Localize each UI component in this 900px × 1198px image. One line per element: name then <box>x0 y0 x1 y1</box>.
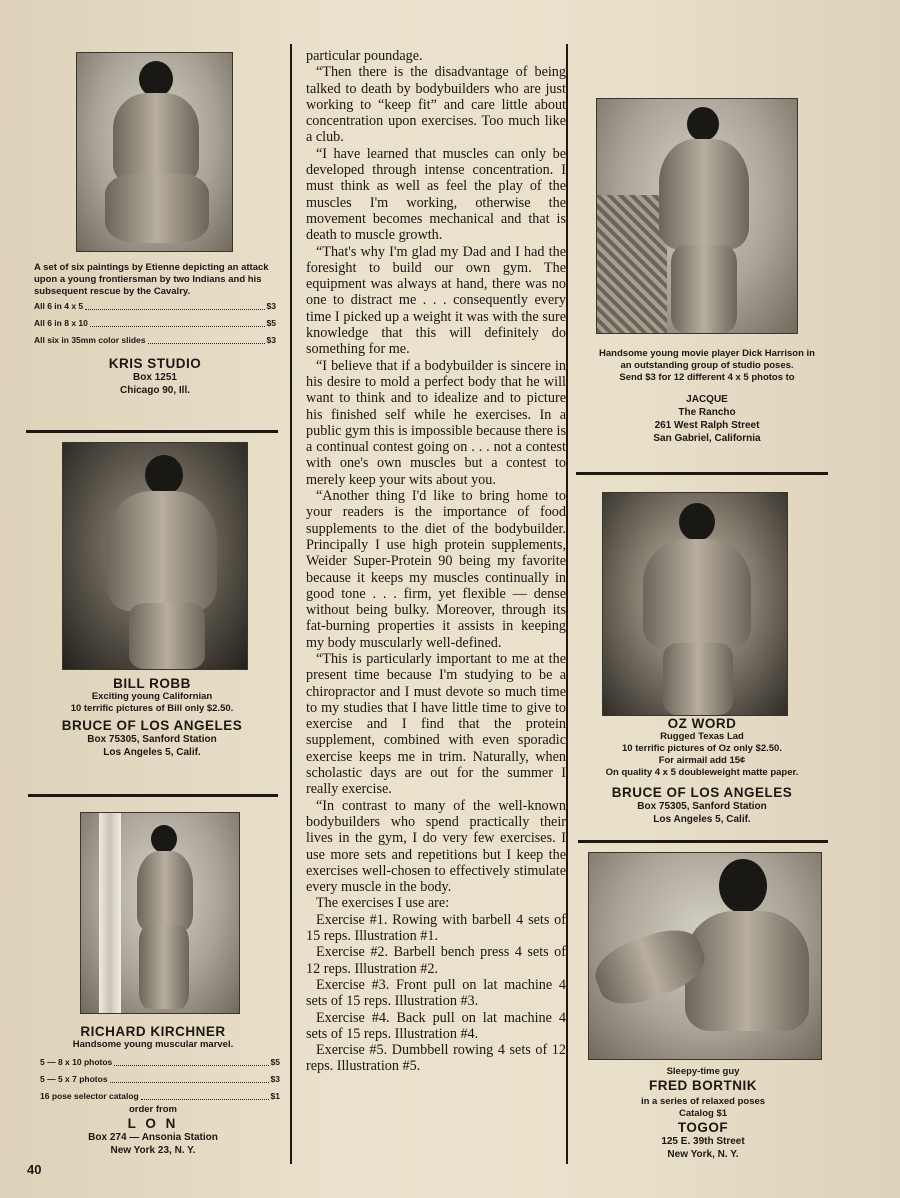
article-paragraph: Exercise #4. Back pull on lat machine 4 sets of 15 reps. Illustration #4. <box>306 1009 566 1042</box>
divider-rule <box>28 794 278 797</box>
model-name: OZ WORD <box>667 716 737 731</box>
fred-caption <box>578 1066 828 1161</box>
studio-address-line: Box 75305, Sanford Station <box>87 734 217 745</box>
order-from-text: order from <box>128 1104 178 1115</box>
article-text <box>306 48 566 1075</box>
article-paragraph: particular poundage. <box>306 48 423 64</box>
series-text: in a series of relaxed poses <box>640 1096 766 1107</box>
studio-address-line: San Gabriel, California <box>653 433 761 444</box>
kris-painting-photo <box>76 52 233 252</box>
studio-address-line: Box 1251 <box>133 372 177 383</box>
price-row: 5 — 8 x 10 photos $5 <box>40 1054 280 1071</box>
studio-address-line: The Rancho <box>678 407 736 418</box>
oz-word-photo <box>602 492 788 716</box>
oz-word-caption <box>576 716 828 826</box>
studio-name: TOGOF <box>677 1120 729 1135</box>
catalog-text: Catalog $1 <box>678 1108 728 1119</box>
bill-robb-caption <box>26 676 278 759</box>
model-name: FRED BORTNIK <box>649 1078 757 1093</box>
model-tagline: Exciting young Californian <box>91 691 213 702</box>
wicker-chair <box>597 195 667 333</box>
dick-harrison-photo <box>596 98 798 334</box>
article-paragraph: “In contrast to many of the well-known bodybuilders who spend practically their lives in the gym, I do very few exercises. I use more sets and repetitions but I keep the exercises well-chosen to effectively stimulate every muscle in the body. <box>306 797 566 896</box>
studio-name: BRUCE OF LOS ANGELES <box>611 785 793 800</box>
description-line: an outstanding group of studio poses. <box>620 360 794 371</box>
kris-description: A set of six paintings by Etienne depicting an attack upon a young frontiersman by two Indians and his subsequent rescue by the Cavalry. <box>34 262 269 297</box>
model-tagline: Rugged Texas Lad <box>660 731 744 742</box>
price-row: All 6 in 4 x 5 $3 <box>34 298 276 315</box>
kris-price-list <box>34 298 276 349</box>
quality-text: On quality 4 x 5 doubleweight matte paper. <box>605 767 799 778</box>
jacque-caption <box>582 348 832 445</box>
article-paragraph: “I have learned that muscles can only be developed through intense concentration. I must think as well as feel the play of the muscles I'm working, otherwise the movement becomes mechanical and that is death to muscle growth. <box>306 145 566 244</box>
article-paragraph: Exercise #5. Dumbbell rowing 4 sets of 12 reps. Illustration #5. <box>306 1042 566 1075</box>
model-tagline: Sleepy-time guy <box>666 1066 740 1077</box>
richard-kirchner-photo <box>80 812 240 1014</box>
description-line: Send $3 for 12 different 4 x 5 photos to <box>619 372 795 383</box>
article-paragraph: “Another thing I'd like to bring home to your readers is the importance of food supplements to the diet of the bodybuilder. Principally I use high protein supplements, Weider Super-Protein 90 being my favorite because it keeps my muscles continually in good tone . . . firm, yet flexible — dense without being bulky. Moreover, through its fat-burning properties it assists in keeping my body muscularly well-defined. <box>306 488 566 651</box>
price-row: 16 pose selector catalog $1 <box>40 1088 280 1105</box>
richard-price-list <box>40 1054 280 1105</box>
airmail-text: For airmail add 15¢ <box>658 755 746 766</box>
column-pillar <box>99 813 121 1013</box>
article-paragraph: “This is particularly important to me at the present time because I'm studying to be a chiropractor and I must devote so much time to my studies that I have little time to give to exercise and I find that the protein supplement, combined with even sporadic exercise keeps me in trim. Naturally, when scholastic days are out for the summer I really exercise. <box>306 650 566 798</box>
kris-studio-block <box>34 356 276 397</box>
article-paragraph: Exercise #1. Rowing with barbell 4 sets of 15 reps. Illustration #1. <box>306 911 566 945</box>
model-name: BILL ROBB <box>113 676 191 691</box>
column-rule-left <box>290 44 292 1164</box>
divider-rule <box>578 840 828 843</box>
price-row: 5 — 5 x 7 photos $3 <box>40 1071 280 1088</box>
studio-name: BRUCE OF LOS ANGELES <box>61 718 243 733</box>
studio-address-line: New York 23, N. Y. <box>110 1145 196 1156</box>
price-row: All six in 35mm color slides $3 <box>34 332 276 349</box>
studio-address-line: Los Angeles 5, Calif. <box>653 814 751 825</box>
offer-text: 10 terrific pictures of Bill only $2.50. <box>70 703 234 714</box>
studio-address-line: 125 E. 39th Street <box>661 1136 745 1147</box>
divider-rule <box>26 430 278 433</box>
studio-name: KRIS STUDIO <box>108 356 202 371</box>
divider-rule <box>576 472 828 475</box>
fred-bortnik-photo <box>588 852 822 1060</box>
studio-address-line: Box 75305, Sanford Station <box>637 801 767 812</box>
studio-name: JACQUE <box>686 394 728 405</box>
article-paragraph: The exercises I use are: <box>316 895 450 912</box>
studio-address-line: Los Angeles 5, Calif. <box>103 747 201 758</box>
model-tagline: Handsome young muscular marvel. <box>72 1039 234 1050</box>
offer-text: 10 terrific pictures of Oz only $2.50. <box>622 743 782 754</box>
article-paragraph: “I believe that if a bodybuilder is sincere in his desire to mold a perfect body that he will want to think and to idealize and to picture his finished self while he exercises. In a public gym this is impossible because there is a continual contest going on . . . not a contest with one's own muscles but a contest to merely keep your wits about you. <box>306 357 566 488</box>
model-name: RICHARD KIRCHNER <box>80 1024 226 1039</box>
description-line: Handsome young movie player Dick Harrison in <box>599 348 815 359</box>
article-paragraph: Exercise #3. Front pull on lat machine 4 sets of 15 reps. Illustration #3. <box>306 976 566 1010</box>
page-number: 40 <box>27 1162 42 1177</box>
richard-studio-block <box>28 1104 278 1157</box>
richard-caption <box>28 1024 278 1051</box>
studio-address-line: Box 274 — Ansonia Station <box>88 1132 218 1143</box>
studio-address-line: Chicago 90, Ill. <box>119 385 191 396</box>
studio-address-line: New York, N. Y. <box>667 1149 739 1160</box>
article-paragraph: “Then there is the disadvantage of being talked to death by bodybuilders who are just working to “keep fit” and care little about concentration upon exercises. Too much like a club. <box>306 64 566 146</box>
article-paragraph: “That's why I'm glad my Dad and I had the foresight to build our own gym. The equipment was always at hand, there was no one to distract me . . . consequently every time I picked up a weight it was with the sure knowledge that this will definitely do something for me. <box>306 243 566 358</box>
price-row: All 6 in 8 x 10 $5 <box>34 315 276 332</box>
bill-robb-photo <box>62 442 248 670</box>
article-paragraph: Exercise #2. Barbell bench press 4 sets of 12 reps. Illustration #2. <box>306 944 566 977</box>
column-rule-right <box>566 44 568 1164</box>
studio-address-line: 261 West Ralph Street <box>654 420 760 431</box>
studio-name: L O N <box>127 1116 179 1131</box>
